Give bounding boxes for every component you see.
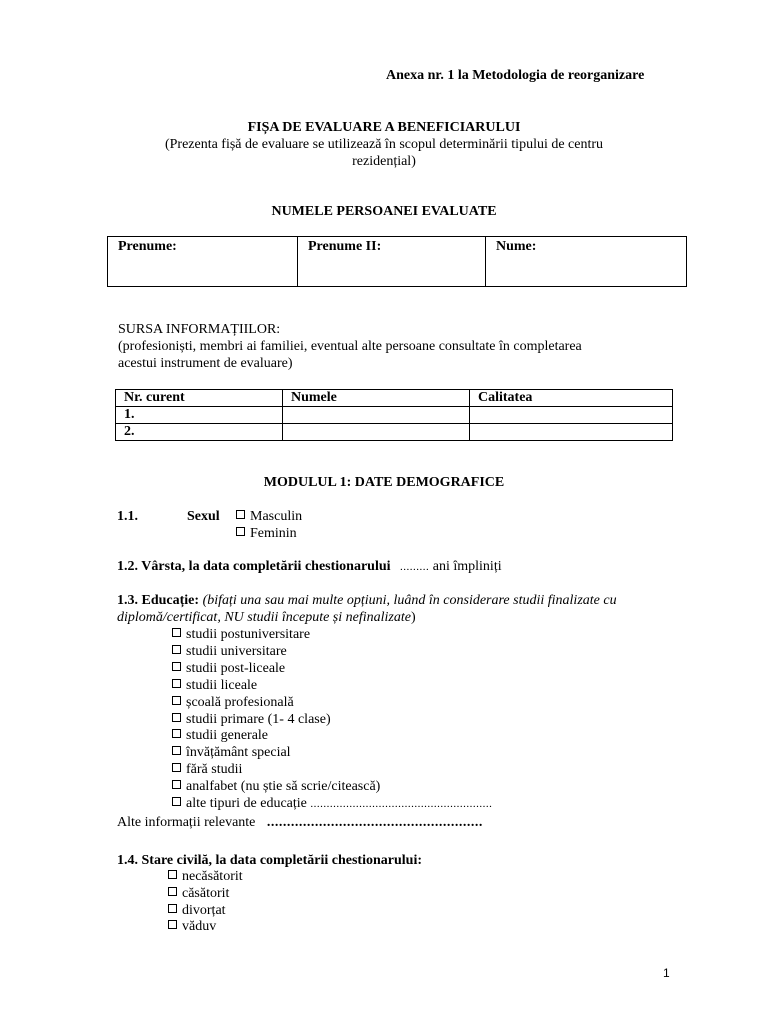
- table-row: [116, 424, 673, 441]
- civil-status-option[interactable]: văduv: [168, 919, 216, 935]
- education-option[interactable]: analfabet (nu știe să scrie/citească): [172, 779, 380, 795]
- q12-row: [117, 559, 502, 575]
- education-option[interactable]: studii primare (1- 4 clase): [172, 712, 331, 728]
- education-option[interactable]: studii liceale: [172, 678, 257, 694]
- q11-number: 1.1.: [117, 509, 138, 524]
- age-input-dots[interactable]: .........: [400, 561, 430, 573]
- column-header: Nr. curent: [116, 390, 283, 407]
- education-option[interactable]: studii post-liceale: [172, 661, 285, 677]
- annex-reference: Anexa nr. 1 la Metodologia de reorganizare: [386, 68, 645, 83]
- checkbox-icon[interactable]: [172, 679, 181, 688]
- first-name-field[interactable]: Prenume:: [108, 237, 298, 287]
- row-number: 1.: [116, 407, 283, 424]
- checkbox-icon[interactable]: [172, 746, 181, 755]
- checkbox-icon[interactable]: [172, 713, 181, 722]
- civil-status-option[interactable]: necăsătorit: [168, 869, 243, 885]
- person-name-table: [107, 236, 687, 287]
- name-cell[interactable]: [283, 407, 470, 424]
- row-number: 2.: [116, 424, 283, 441]
- checkbox-icon[interactable]: [236, 510, 245, 519]
- checkbox-icon[interactable]: [172, 780, 181, 789]
- module1-heading: MODULUL 1: DATE DEMOGRAFICE: [263, 475, 505, 490]
- relevant-info-label: Alte informații relevante: [117, 815, 256, 830]
- name-cell[interactable]: [283, 424, 470, 441]
- checkbox-icon[interactable]: [172, 662, 181, 671]
- education-option[interactable]: studii generale: [172, 728, 268, 744]
- education-option[interactable]: învățământ special: [172, 745, 291, 761]
- q13-label: 1.3. Educație: [117, 593, 195, 608]
- checkbox-icon[interactable]: [172, 696, 181, 705]
- table-header-row: [116, 390, 673, 407]
- checkbox-icon[interactable]: [168, 920, 177, 929]
- column-header: Calitatea: [470, 390, 673, 407]
- sources-table: [115, 389, 673, 441]
- column-header: Numele: [283, 390, 470, 407]
- option-feminin[interactable]: Feminin: [236, 526, 297, 542]
- table-row: [116, 407, 673, 424]
- relevant-info-dots[interactable]: ......................................................: [266, 815, 483, 830]
- page-number: 1: [663, 966, 670, 980]
- form-subtitle-line1: (Prezenta fișă de evaluare se utilizează în scopul determinării tipului de centru: [164, 137, 604, 152]
- checkbox-icon[interactable]: [168, 870, 177, 879]
- role-cell[interactable]: [470, 407, 673, 424]
- sources-desc-line2: acestui instrument de evaluare): [118, 356, 293, 371]
- q12-label: 1.2. Vârsta, la data completării chestionarului: [117, 559, 391, 574]
- q13-hint-line1: (bifați una sau mai multe opțiuni, luând în considerare studii finalizate cu: [202, 593, 617, 608]
- checkbox-icon[interactable]: [236, 527, 245, 536]
- checkbox-icon[interactable]: [168, 887, 177, 896]
- education-option[interactable]: studii postuniversitare: [172, 627, 310, 643]
- education-option[interactable]: studii universitare: [172, 644, 287, 660]
- last-name-field[interactable]: Nume:: [486, 237, 687, 287]
- form-subtitle-line2: rezidențial): [352, 154, 416, 169]
- role-cell[interactable]: [470, 424, 673, 441]
- checkbox-icon[interactable]: [172, 797, 181, 806]
- sources-heading: SURSA INFORMAȚIILOR:: [118, 322, 281, 337]
- checkbox-icon[interactable]: [172, 729, 181, 738]
- q13-hint-line2: diplomă/certificat, NU studii începute și nefinalizate): [117, 610, 416, 625]
- checkbox-icon[interactable]: [168, 904, 177, 913]
- q12-suffix: ani împliniți: [432, 559, 502, 574]
- q13-header: 1.3. Educație: (bifați una sau mai multe opțiuni, luând în considerare studii finalizate cu: [117, 593, 617, 608]
- checkbox-icon[interactable]: [172, 763, 181, 772]
- person-heading: NUMELE PERSOANEI EVALUATE: [271, 204, 497, 219]
- civil-status-option[interactable]: căsătorit: [168, 886, 229, 902]
- q14-label: 1.4. Stare civilă, la data completării chestionarului:: [117, 853, 422, 868]
- checkbox-icon[interactable]: [172, 628, 181, 637]
- other-education-dots[interactable]: ........................................................: [310, 798, 493, 810]
- middle-name-field[interactable]: Prenume II:: [298, 237, 486, 287]
- form-title: FIȘA DE EVALUARE A BENEFICIARULUI: [247, 120, 521, 135]
- sources-desc-line1: (profesioniști, membri ai familiei, eventual alte persoane consultate în completarea: [118, 339, 582, 354]
- education-option[interactable]: școală profesională: [172, 695, 294, 711]
- checkbox-icon[interactable]: [172, 645, 181, 654]
- education-option-other[interactable]: alte tipuri de educație ........................................................: [172, 796, 492, 812]
- option-masculin[interactable]: Masculin: [236, 509, 302, 525]
- relevant-info-row: [117, 815, 483, 831]
- education-option[interactable]: fără studii: [172, 762, 242, 778]
- q11-label: Sexul: [187, 509, 220, 524]
- civil-status-option[interactable]: divorțat: [168, 903, 226, 919]
